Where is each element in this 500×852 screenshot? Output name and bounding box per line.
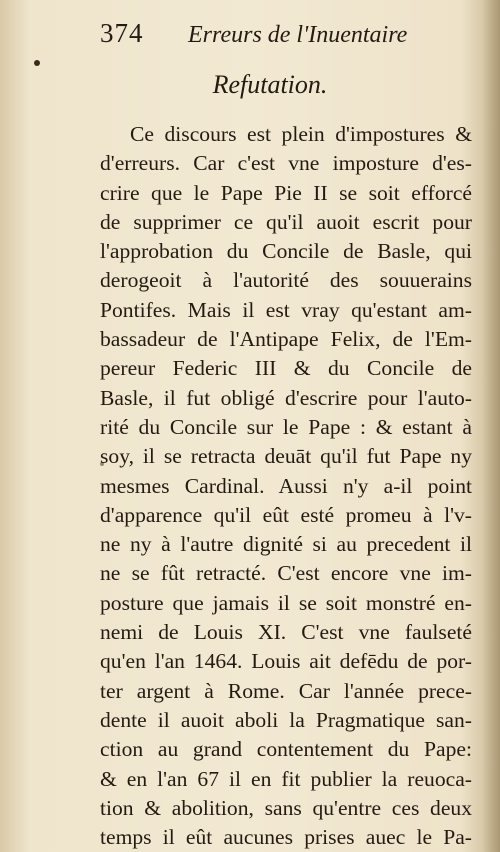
text-line: ne ny à l'autre dignité si au precedent il bbox=[100, 532, 472, 557]
page-number: 374 bbox=[100, 18, 144, 48]
text-line: d'apparence qu'il eût esté promeu à l'v- bbox=[100, 502, 472, 527]
text-line: mesmes Cardinal. Aussi n'y a-il point bbox=[100, 473, 472, 498]
text-line: Ce discours est plein d'impostures & bbox=[130, 122, 472, 146]
body-text bbox=[100, 120, 472, 852]
text-line: & en l'an 67 il en fit publier la reuoca- bbox=[100, 766, 472, 791]
text-line: d'erreurs. Car c'est vne imposture d'es- bbox=[100, 151, 472, 176]
text-line: ction au grand contentement du Pape: bbox=[100, 737, 472, 762]
text-line: rité du Concile sur le Pape : & estant à bbox=[100, 414, 472, 439]
ink-spot bbox=[34, 60, 40, 66]
text-line: pereur Federic III & du Concile de bbox=[100, 356, 472, 381]
running-head: Erreurs de l'Inuentaire bbox=[188, 22, 408, 48]
section-title: Refutation. bbox=[212, 70, 328, 99]
text-line: Pontifes. Mais il est vray qu'estant am- bbox=[100, 297, 472, 322]
page-edge-shadow bbox=[482, 0, 500, 852]
text-line: derogeoit à l'autorité des souuerains bbox=[100, 268, 472, 293]
page-header bbox=[100, 18, 480, 58]
text-line: temps il eût aucunes prises auec le Pa- bbox=[100, 825, 472, 850]
text-line: Basle, il fut obligé d'escrire pour l'auto- bbox=[100, 385, 472, 410]
text-line: ter argent à Rome. Car l'année prece- bbox=[100, 678, 472, 703]
text-line: tion & abolition, sans qu'entre ces deux bbox=[100, 795, 472, 820]
text-line: l'approbation du Concile de Basle, qui bbox=[100, 239, 472, 264]
text-line: bassadeur de l'Antipape Felix, de l'Em- bbox=[100, 327, 472, 352]
text-line: de supprimer ce qu'il auoit escrit pour bbox=[100, 209, 472, 234]
text-line: qu'en l'an 1464. Louis ait defēdu de por- bbox=[100, 649, 472, 674]
text-line: posture que jamais il se soit monstré en- bbox=[100, 590, 472, 615]
text-line: dente il auoit aboli la Pragmatique san- bbox=[100, 707, 472, 732]
text-line: crire que le Pape Pie II se soit efforcé bbox=[100, 180, 472, 205]
text-line: nemi de Louis XI. C'est vne faulseté bbox=[100, 620, 472, 645]
text-line: soy, il se retracta deuāt qu'il fut Pape ny bbox=[100, 444, 472, 469]
text-line: ne se fût retracté. C'est encore vne im- bbox=[100, 561, 472, 586]
